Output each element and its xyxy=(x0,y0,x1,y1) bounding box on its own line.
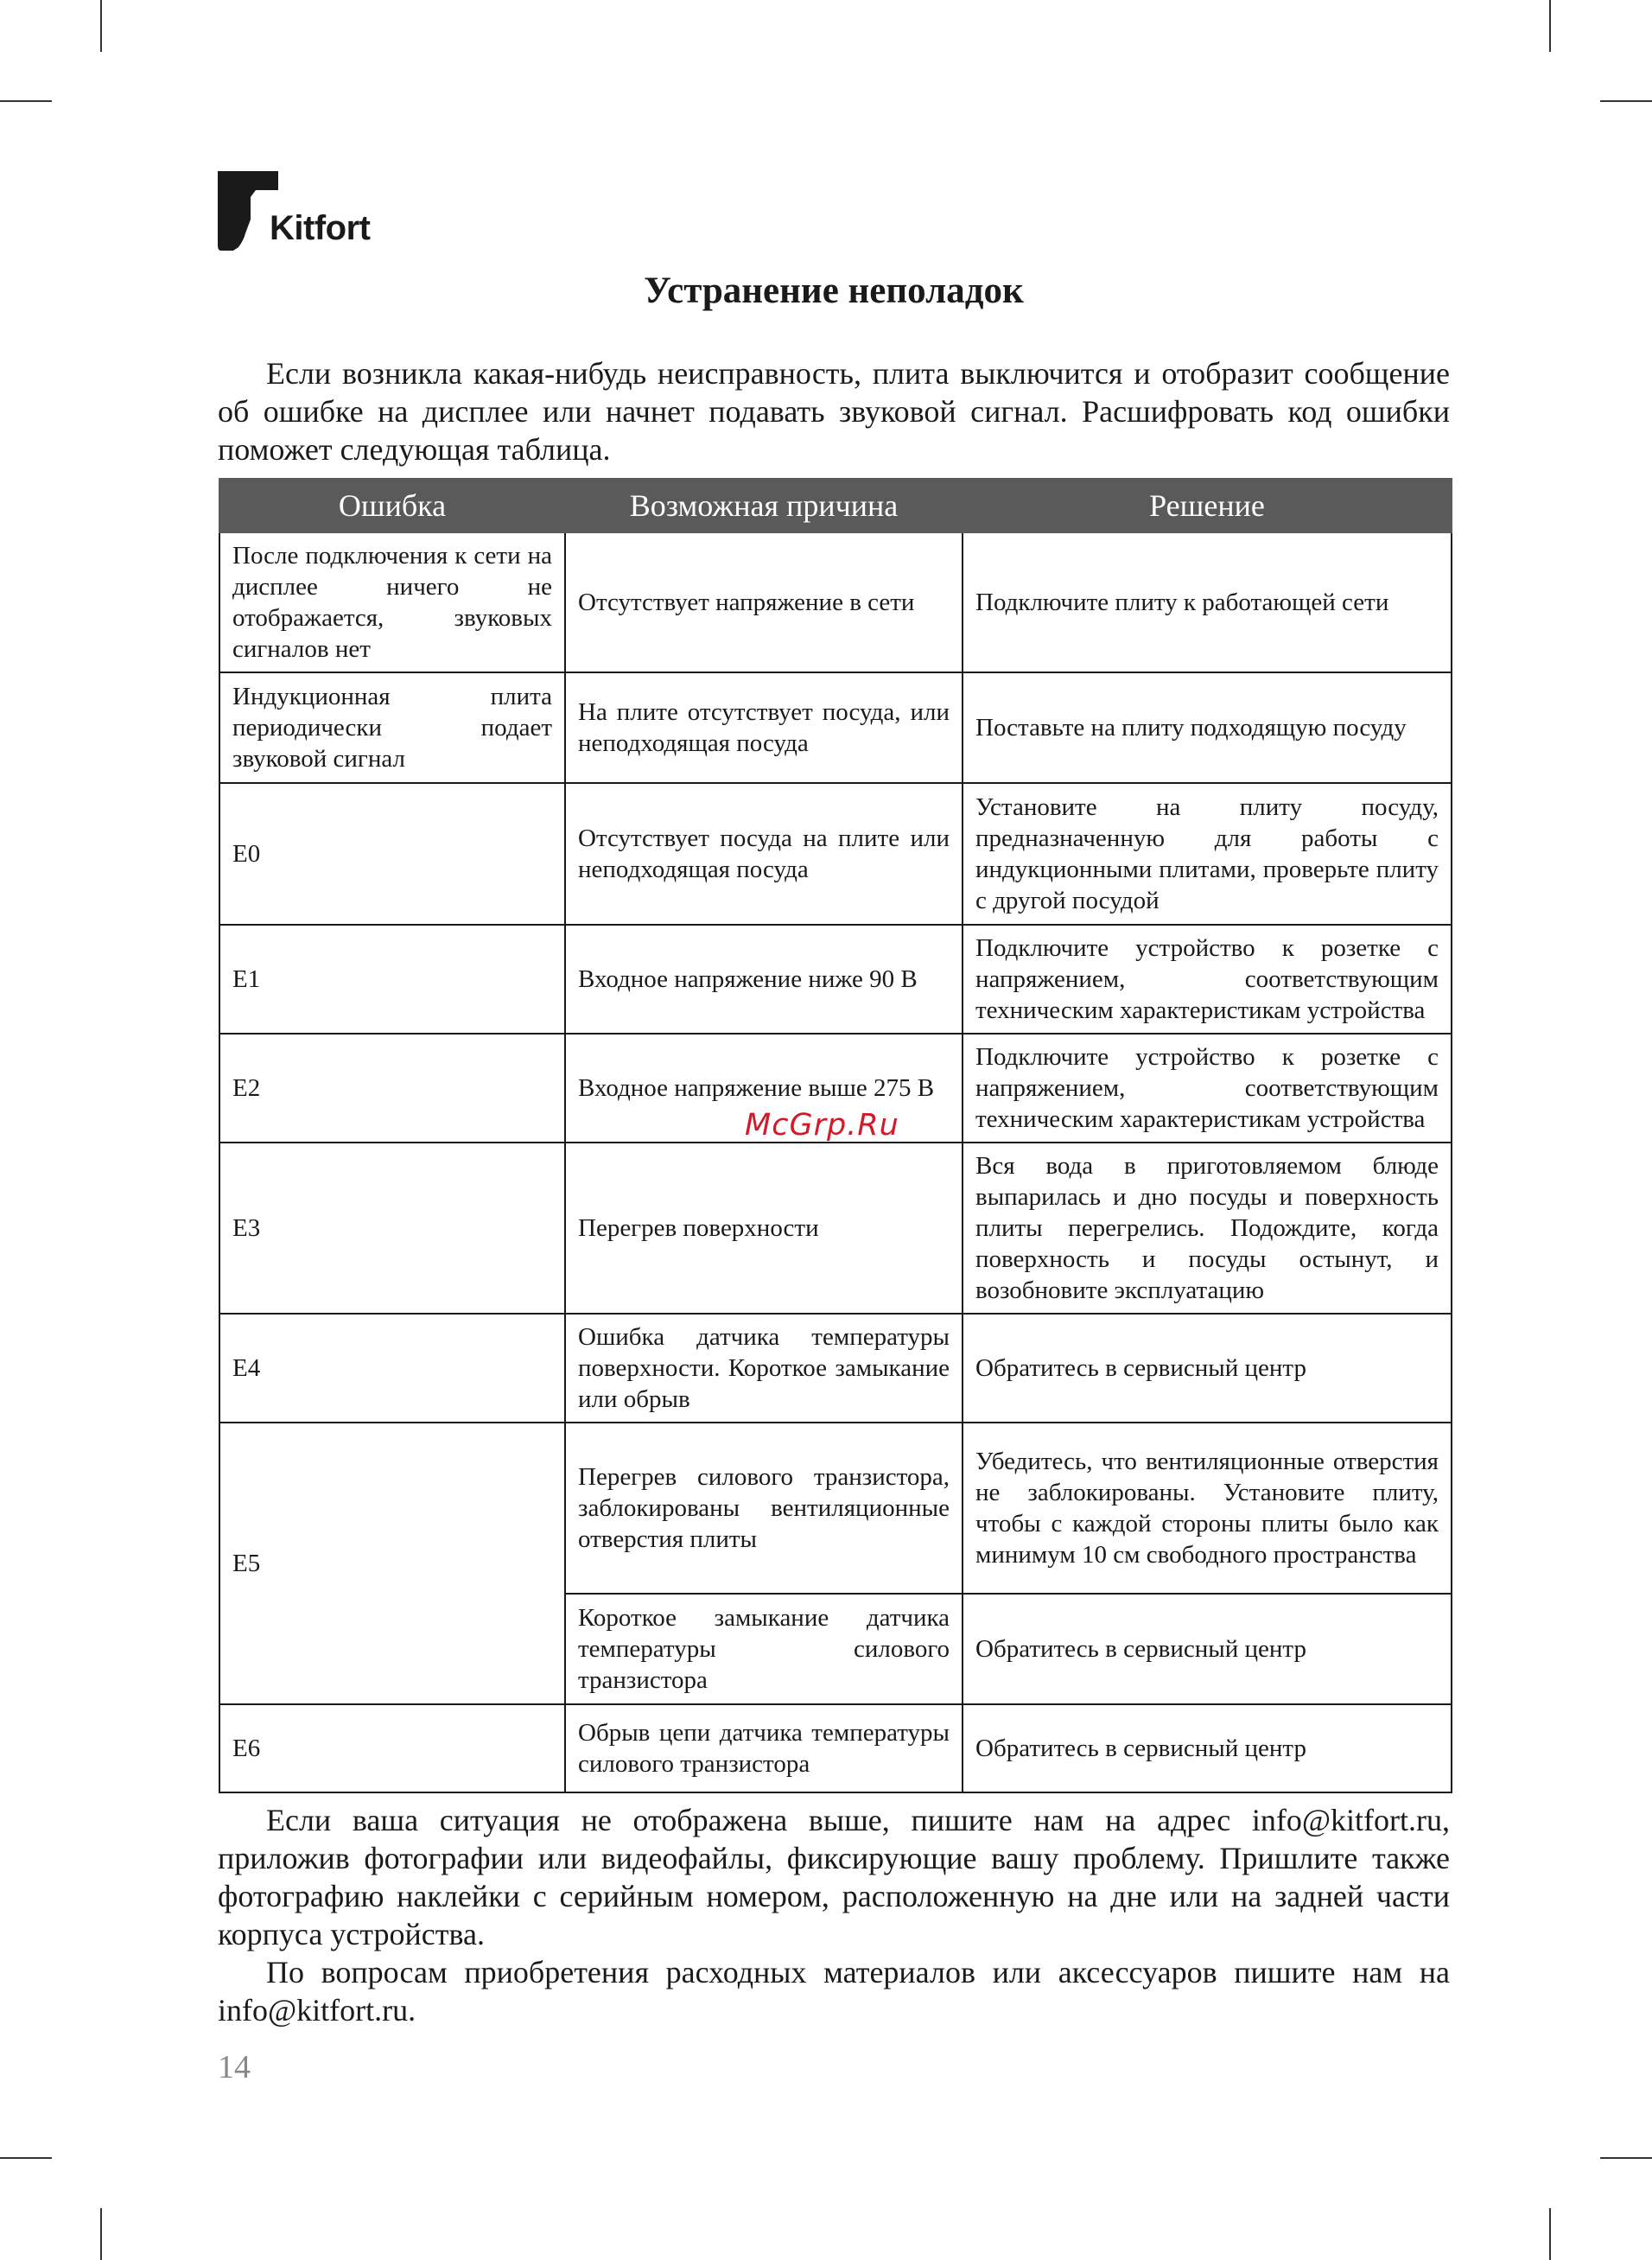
table-header-row xyxy=(219,479,1452,532)
column-header-error: Ошибка xyxy=(219,479,565,532)
solution-cell: Обратитесь в сервисный центр xyxy=(963,1314,1452,1423)
crop-mark xyxy=(0,100,52,102)
table-row xyxy=(219,672,1452,783)
cause-cell: Отсутствует напряжение в сети xyxy=(565,532,963,672)
error-cell: Индукционная плита периодически подает звуковой сигнал xyxy=(219,672,565,783)
contact-paragraph: Если ваша ситуация не отображена выше, пишите нам на адрес info@kitfort.ru, приложив фотографии или видеофайлы, фиксирующие вашу проблему. Пришлите также фотографию наклейки с серийным номером, расположенную на дне или на задней части корпуса устройства. xyxy=(218,1803,1450,1951)
table-row xyxy=(219,1423,1452,1594)
solution-cell: Обратитесь в сервисный центр xyxy=(963,1704,1452,1792)
crop-mark xyxy=(0,2157,52,2159)
table-row xyxy=(219,1143,1452,1314)
cause-cell: Ошибка датчика температуры поверхности. Короткое замыкание или обрыв xyxy=(565,1314,963,1423)
table-row xyxy=(219,925,1452,1034)
page-title: Устранение неполадок xyxy=(644,271,1024,311)
column-header-cause: Возможная причина xyxy=(565,479,963,532)
cause-cell: Входное напряжение ниже 90 В xyxy=(565,925,963,1034)
watermark: McGrp.Ru xyxy=(745,1108,899,1143)
error-cell: После подключения к сети на дисплее ничего не отображается, звуковых сигналов нет xyxy=(219,532,565,672)
crop-mark xyxy=(100,0,102,52)
solution-cell: Подключите устройство к розетке с напряжением, соответствующим техническим характеристикам устройства xyxy=(963,1034,1452,1143)
accessories-paragraph: По вопросам приобретения расходных материалов или аксессуаров пишите нам на info@kitfort.ru. xyxy=(218,1955,1450,2028)
cause-cell: Входное напряжение выше 275 В xyxy=(565,1034,963,1143)
error-code-cell: E3 xyxy=(219,1143,565,1314)
cause-cell: Отсутствует посуда на плите или неподходящая посуда xyxy=(565,783,963,925)
solution-cell: Вся вода в приготовляемом блюде выпарилась и дно посуды и поверхность плиты перегрелись. Подождите, когда поверхность и посуды остынут, и возобновите эксплуатацию xyxy=(963,1143,1452,1314)
solution-cell: Подключите плиту к работающей сети xyxy=(963,532,1452,672)
intro-paragraph: Если возникла какая-нибудь неисправность, плита выключится и отобразит сообщение об ошибке на дисплее или начнет подавать звуковой сигнал. Расшифровать код ошибки поможет следующая таблица. xyxy=(218,356,1450,467)
cause-cell: Обрыв цепи датчика температуры силового транзистора xyxy=(565,1704,963,1792)
cause-cell: На плите отсутствует посуда, или неподходящая посуда xyxy=(565,672,963,783)
cause-cell: Перегрев поверхности xyxy=(565,1143,963,1314)
table-row xyxy=(219,1314,1452,1423)
error-code-cell: E2 xyxy=(219,1034,565,1143)
solution-cell: Поставьте на плиту подходящую посуду xyxy=(963,672,1452,783)
table-row xyxy=(219,783,1452,925)
error-code-cell: E4 xyxy=(219,1314,565,1423)
table-row xyxy=(219,1704,1452,1792)
solution-cell: Убедитесь, что вентиляционные отверстия не заблокированы. Установите плиту, чтобы с каждой стороны плиты было как минимум 10 см свободного пространства xyxy=(963,1423,1452,1594)
kitfort-logo xyxy=(218,171,391,254)
table-row xyxy=(219,532,1452,672)
crop-mark xyxy=(1549,2208,1551,2260)
error-code-cell: E6 xyxy=(219,1704,565,1792)
error-code-cell: E1 xyxy=(219,925,565,1034)
cause-cell: Перегрев силового транзистора, заблокированы вентиляционные отверстия плиты xyxy=(565,1423,963,1594)
error-code-cell: E5 xyxy=(219,1423,565,1704)
crop-mark xyxy=(1600,100,1652,102)
solution-cell: Обратитесь в сервисный центр xyxy=(963,1594,1452,1704)
column-header-solution: Решение xyxy=(963,479,1452,532)
crop-mark xyxy=(1600,2157,1652,2159)
error-code-cell: E0 xyxy=(219,783,565,925)
crop-mark xyxy=(100,2208,102,2260)
crop-mark xyxy=(1549,0,1551,52)
cause-cell: Короткое замыкание датчика температуры силового транзистора xyxy=(565,1594,963,1704)
page-number: 14 xyxy=(218,2049,251,2085)
solution-cell: Установите на плиту посуду, предназначенную для работы с индукционными плитами, проверьте плиту с другой посудой xyxy=(963,783,1452,925)
brand-name: Kitfort xyxy=(270,209,371,247)
solution-cell: Подключите устройство к розетке с напряжением, соответствующим техническим характеристикам устройства xyxy=(963,925,1452,1034)
